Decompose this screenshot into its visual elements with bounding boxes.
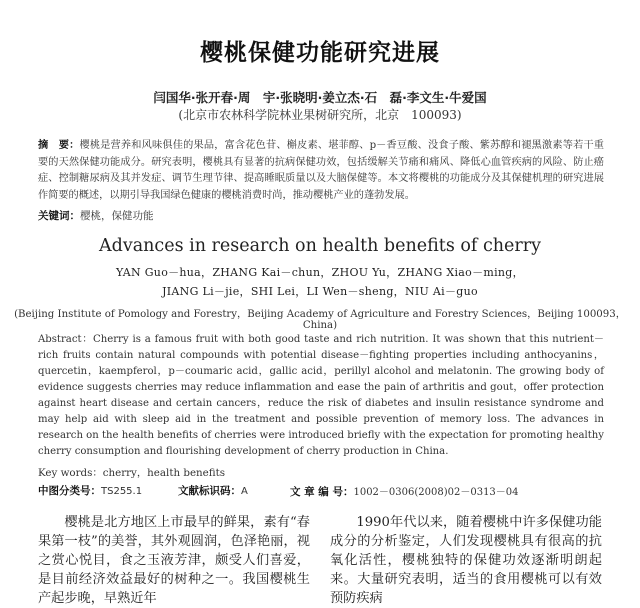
article-no-value: 1002－0306(2008)02－0313－04 [353, 487, 519, 498]
abstract-en-label: Abstract： [38, 334, 94, 345]
body-paragraph: 樱桃是北方地区上市最早的鲜果，素有“春果第一枝”的美誉，其外观圆润，色泽艳丽，视之赏心悦目，食之玉液芳津，颇受人们喜爱，是目前经济效益最好的树种之一。我国樱桃生产起步晚，早熟近年 [38, 515, 310, 606]
doc-code-label: 文献标识码： [178, 485, 241, 497]
body-paragraph: 1990年代以来，随着樱桃中许多保健功能成分的分析鉴定，人们发现樱桃具有很高的抗氧化活性，樱桃独特的保健功效逐渐明朗起来。大量研究表明，适当的食用樱桃可以有效预防疾病 [330, 515, 602, 606]
clc-label: 中图分类号： [38, 485, 101, 497]
keywords-cn [38, 208, 604, 223]
abstract-cn [38, 138, 604, 204]
abstract-en-text: Cherry is a famous fruit with both good taste and rich nutrition. It was shown that this nutrient－rich fruits contain natural compounds with potential disease－fighting properties including anthocyanins，quercetin，kaempferol，p－coumaric acid，gallic acid，perillyl alcohol and melatonin. The growing body of evidence suggests cherries may reduce inflammation and ease the pain of arthritis and gout，offer protection against heart disease and certain cancers，reduce the risk of diabetes and insulin resistance syndrome and may help aid with sleep aid in the treatment and possible prevention of memory loss. The advances in research on the health benefits of cherries were introduced briefly with the expectation for promoting healthy cherry consumption and flourishing development of cherry production in China. [38, 334, 604, 457]
article-number [290, 483, 519, 499]
abstract-en [38, 332, 604, 460]
doc-code-value: A [241, 486, 248, 497]
body-column-left [38, 513, 310, 608]
author-list-cn: 闫国华·张开春·周 宇·张晓明·姜立杰·石 磊·李文生·牛爱国 [153, 90, 487, 105]
abstract-cn-text: 樱桃是营养和风味俱佳的果品，富含花色苷、槲皮素、堪菲醇、p－香豆酸、没食子酸、紫苏醇和褪黑激素等若干重要的天然保健功能成分。研究表明，樱桃具有显著的抗病保健功效，包括缓解关节痛和痛风、降低心血管疾病的风险、防止癌症、控制糖尿病及其并发症、调节生理节律、提高睡眠质量以及大脑保健等。本文将樱桃的功能成分及其保健机理的研究进展作简要的概述，以期引导我国绿色健康的樱桃消费时尚，推动樱桃产业的蓬勃发展。 [38, 140, 604, 201]
author-list-en-line2: JIANG Li－jie，SHI Lei，LI Wen－sheng，NIU Ai－guo [162, 285, 478, 298]
body-column-right [330, 513, 602, 608]
document-code [178, 483, 248, 498]
keywords-en [38, 464, 604, 479]
clc-value: TS255.1 [101, 486, 143, 497]
clc-number [38, 483, 142, 498]
keywords-cn-label: 关键词： [38, 210, 80, 222]
affiliation-cn: (北京市农林科学院林业果树研究所，北京 100093) [178, 108, 462, 122]
paper-title-cn: 樱桃保健功能研究进展 [200, 40, 440, 66]
affiliation-en: (Beijing Institute of Pomology and Forestry，Beijing Academy of Agriculture and Forestry Sciences，Beijing 100093，China) [14, 309, 626, 331]
keywords-cn-text: 樱桃，保健功能 [80, 210, 154, 222]
publication-meta [38, 483, 604, 499]
author-list-en-line1: YAN Guo－hua，ZHANG Kai－chun，ZHOU Yu，ZHANG Xiao－ming， [116, 266, 524, 279]
article-no-label: 文 章 编 号： [290, 486, 354, 498]
keywords-en-text: cherry，health benefits [102, 467, 226, 479]
paper-title-en: Advances in research on health benefits of cherry [98, 236, 541, 256]
abstract-cn-label: 摘 要： [38, 140, 80, 151]
keywords-en-label: Key words： [38, 467, 103, 479]
